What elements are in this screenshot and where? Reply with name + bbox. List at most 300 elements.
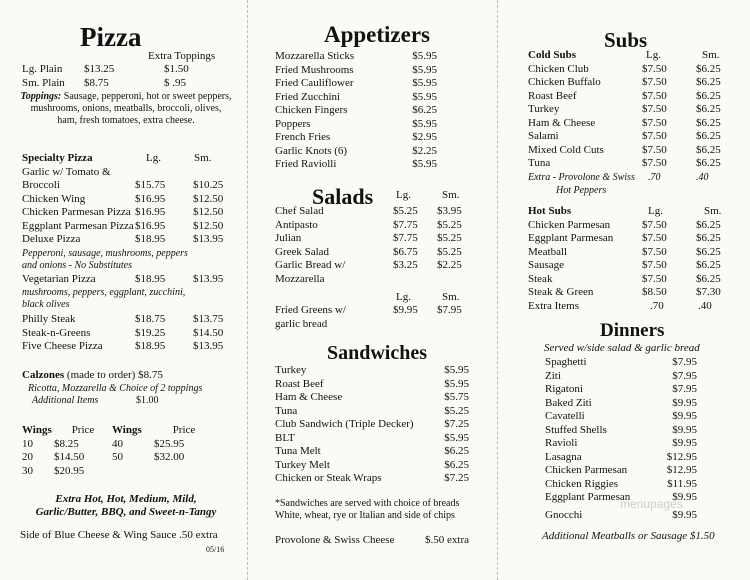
salad-row <box>275 232 469 246</box>
item-name: Eggplant Parmesan Pizza <box>22 219 134 232</box>
salad-row <box>275 246 469 260</box>
dinner-row <box>545 370 697 384</box>
salad-row <box>275 219 469 233</box>
price-lg: $7.50 <box>642 130 667 142</box>
hot-subs-list <box>528 205 728 313</box>
price-sm: $7.95 <box>437 304 462 316</box>
item-price: $5.25 <box>444 404 469 417</box>
wings-header: Wings <box>22 424 52 436</box>
deluxe-note: Pepperoni, sausage, mushrooms, peppers and onions - No Substitutes <box>22 247 188 271</box>
specialty-row <box>22 166 232 180</box>
price-sm: $6.25 <box>696 116 721 129</box>
item-name: Vegetarian Pizza <box>22 272 96 285</box>
extra-label: Extra - Provolone & Swiss <box>528 171 635 183</box>
item-price: $12.95 <box>666 450 697 463</box>
wings-count: 10 <box>22 437 33 450</box>
middle-column <box>272 0 482 580</box>
dinners-footer: Additional Meatballs or Sausage $1.50 <box>542 530 715 542</box>
item-name: BLT <box>275 431 295 444</box>
toppings-text: Sausage, pepperoni, hot or sweet peppers, mushrooms, onions, meatballs, broccoli, olives, ham, fresh tomatoes, extra cheese. <box>30 91 232 126</box>
item-name: Philly Steak <box>22 313 76 325</box>
item-name: Chicken Buffalo <box>528 76 601 88</box>
specialty-row <box>22 313 232 327</box>
price-lg: $16.95 <box>135 192 166 205</box>
item-name: Tuna <box>275 404 298 417</box>
dinner-row <box>545 451 697 465</box>
calzones-label: Calzones <box>22 369 65 381</box>
wings-grid <box>22 424 222 478</box>
date-code: 05/16 <box>206 545 225 554</box>
item-name: Chicken Club <box>528 62 589 75</box>
item-price: $2.25 <box>412 144 437 157</box>
item-name: Tuna <box>528 157 551 169</box>
note-line: White, wheat, rye or Italian and side of chips <box>275 510 455 521</box>
item-name: Tuna Melt <box>275 445 321 457</box>
price-sm: $13.95 <box>193 340 224 352</box>
sub-row <box>528 144 728 158</box>
item-price: $5.95 <box>412 90 437 103</box>
price-sm: .40 <box>696 171 709 183</box>
price-sm: $6.25 <box>696 103 721 115</box>
wings-count: 50 <box>112 451 123 463</box>
sandwich-row <box>275 364 469 378</box>
extra-toppings-label: Extra Toppings <box>148 50 216 62</box>
item-price: $5.95 <box>412 50 437 62</box>
pizza-column <box>20 0 232 580</box>
price-lg: $6.75 <box>393 245 418 258</box>
sm-label: Sm. <box>194 152 212 164</box>
price-sm: $5.25 <box>437 232 462 244</box>
sauce-line: Garlic/Butter, BBQ, and Sweet-n-Tangy <box>35 506 217 518</box>
item-name: French Fries <box>275 131 331 143</box>
item-price: $9.95 <box>672 437 697 449</box>
item-name: Fried Mushrooms <box>275 63 354 76</box>
item-name: Steak & Green <box>528 286 594 298</box>
item-price: $5.95 <box>444 431 469 444</box>
calzones-section <box>22 369 232 407</box>
appetizer-row <box>275 158 437 172</box>
sub-row <box>528 157 728 171</box>
appetizer-row <box>275 77 437 91</box>
dinners-title: Dinners <box>600 320 665 341</box>
appetizer-row <box>275 118 437 132</box>
wings-price <box>154 465 214 479</box>
price-sm: $6.25 <box>696 157 721 169</box>
plain-price: $13.25 <box>84 63 115 75</box>
sandwich-row <box>275 459 469 473</box>
price-lg: $18.95 <box>135 272 166 285</box>
item-price: $9.95 <box>672 410 697 422</box>
item-price: $6.25 <box>444 445 469 457</box>
item-name: Chicken Fingers <box>275 104 348 116</box>
item-name: Rigatoni <box>545 383 583 395</box>
price-lg: $7.50 <box>642 89 667 102</box>
item-name: Mozzarella <box>275 272 325 285</box>
wings-count: 20 <box>22 451 33 463</box>
item-name: Chicken or Steak Wraps <box>275 472 382 484</box>
item-name: Ravioli <box>545 437 578 449</box>
item-name: Greek Salad <box>275 245 330 258</box>
item-name: Broccoli <box>22 179 60 191</box>
sub-extra-row <box>528 171 728 184</box>
item-price: $5.95 <box>412 117 437 130</box>
sauce-options <box>20 493 232 519</box>
item-name: Eggplant Parmesan <box>528 232 614 244</box>
lg-label: Lg. <box>646 49 661 61</box>
dinner-row <box>545 437 697 451</box>
item-name: Poppers <box>275 117 311 130</box>
fried-greens <box>275 304 469 331</box>
sub-row <box>528 259 728 273</box>
price-sm: $6.25 <box>696 218 721 231</box>
price-lg: $16.95 <box>135 206 166 218</box>
cold-subs-list <box>528 49 728 197</box>
item-name: Chicken Wing <box>22 192 86 205</box>
appetizer-row <box>275 131 437 145</box>
item-name: Five Cheese Pizza <box>22 340 103 352</box>
sandwich-note <box>275 498 485 522</box>
sub-extra-line2: Hot Peppers <box>556 184 607 196</box>
salad-row <box>275 304 469 318</box>
price-sm: $2.25 <box>437 259 462 271</box>
sub-row <box>528 273 728 287</box>
dinners-subtitle: Served w/side salad & garlic bread <box>544 342 700 354</box>
dinner-row <box>545 356 697 370</box>
sm-label: Sm. <box>702 49 720 61</box>
salads-sm-label: Sm. <box>442 189 460 201</box>
price-lg: $15.75 <box>135 179 166 191</box>
specialty-row <box>22 179 232 193</box>
item-price: $9.95 <box>672 423 697 436</box>
item-price: $5.95 <box>444 377 469 390</box>
price-lg: $18.95 <box>135 233 166 245</box>
sandwich-row <box>275 432 469 446</box>
additional-items-price: $1.00 <box>136 394 159 406</box>
wings-price: $32.00 <box>154 451 185 463</box>
item-name: Lasagna <box>545 450 582 463</box>
specialty-pizza-list <box>22 152 232 354</box>
price-sm: $6.25 <box>696 89 721 102</box>
item-price: $5.75 <box>444 391 469 403</box>
hot-subs-header <box>528 205 728 219</box>
item-name: Antipasto <box>275 218 318 231</box>
item-name: Ham & Cheese <box>275 391 343 403</box>
lg-label: Lg. <box>648 205 663 217</box>
price-sm: $3.95 <box>437 205 462 217</box>
price-sm: $12.50 <box>193 219 224 232</box>
item-name: Steak-n-Greens <box>22 326 91 339</box>
item-name: Sausage <box>528 259 565 271</box>
item-price: $7.25 <box>444 472 469 484</box>
item-name: Roast Beef <box>528 89 577 102</box>
cold-subs-label: Cold Subs <box>528 49 577 61</box>
price-lg: $18.95 <box>135 340 166 352</box>
hot-subs-label: Hot Subs <box>528 205 572 217</box>
sauce-line: Extra Hot, Hot, Medium, Mild, <box>55 493 197 505</box>
item-name: Garlic Bread w/ <box>275 259 346 271</box>
specialty-label: Specialty Pizza <box>22 152 93 164</box>
price-lg: $7.50 <box>642 76 667 88</box>
item-name: Chicken Parmesan <box>545 464 628 476</box>
item-name: Steak <box>528 272 553 285</box>
price-sm: $13.75 <box>193 313 224 325</box>
item-price: $12.95 <box>666 464 697 476</box>
plain-extra-price: $1.50 <box>164 63 189 75</box>
price-lg: $7.50 <box>642 245 667 258</box>
calzones-made: (made to order) <box>66 369 136 381</box>
price-lg: $7.50 <box>642 157 667 169</box>
appetizer-row <box>275 64 437 78</box>
item-name: Baked Ziti <box>545 396 592 409</box>
item-price: $7.95 <box>672 383 697 395</box>
price-sm: $14.50 <box>193 326 224 339</box>
wings-price: $14.50 <box>54 451 85 463</box>
plain-name: Sm. Plain <box>22 76 65 89</box>
item-price: $5.95 <box>444 364 469 376</box>
item-name: Gnocchi <box>545 508 583 521</box>
item-name: Julian <box>275 232 302 244</box>
provolone-row <box>275 534 469 548</box>
price-sm: $13.95 <box>193 272 224 285</box>
item-price: $7.25 <box>444 418 469 430</box>
item-name: Fried Zucchini <box>275 90 341 103</box>
price-header: Price <box>172 424 196 436</box>
price-lg: $7.50 <box>642 272 667 285</box>
item-name: Chicken Parmesan <box>528 218 611 231</box>
price-lg: $7.75 <box>393 218 418 231</box>
price-sm: $6.25 <box>696 259 721 271</box>
side-note: Side of Blue Cheese & Wing Sauce .50 extra <box>20 529 218 541</box>
sandwich-row <box>275 391 469 405</box>
wings-count: 30 <box>22 464 33 477</box>
specialty-row <box>22 327 232 341</box>
price-sm: $7.30 <box>696 286 721 298</box>
price-sm: $6.25 <box>696 62 721 75</box>
dinner-row <box>545 397 697 411</box>
item-price: $6.25 <box>412 104 437 116</box>
price-sm: $6.25 <box>696 130 721 142</box>
plain-price: $8.75 <box>84 76 109 89</box>
dinner-row <box>545 410 697 424</box>
dinner-row <box>545 464 697 478</box>
vegetarian-note: mushrooms, peppers, eggplant, zucchini, black olives <box>22 287 186 310</box>
right-column <box>528 0 728 580</box>
wings-count: 40 <box>112 437 123 450</box>
price-sm: $13.95 <box>193 233 224 245</box>
salad-row <box>275 205 469 219</box>
price-sm: $6.25 <box>696 272 721 285</box>
item-price: $5.95 <box>412 77 437 89</box>
wings-table <box>22 424 222 478</box>
item-price: $5.95 <box>412 63 437 76</box>
item-name: Meatball <box>528 245 568 258</box>
plain-pizza-list <box>22 63 192 90</box>
note-line: *Sandwiches are served with choice of breads <box>275 498 460 509</box>
item-name: Ziti <box>545 369 561 382</box>
item-name: Spaghetti <box>545 356 587 368</box>
appetizer-row <box>275 91 437 105</box>
sub-row <box>528 286 728 300</box>
dinner-row <box>545 383 697 397</box>
specialty-header <box>22 152 232 166</box>
item-price: $9.95 <box>672 508 697 521</box>
sub-row <box>528 300 728 314</box>
sub-row <box>528 63 728 77</box>
item-price: $7.95 <box>672 369 697 382</box>
toppings-note <box>20 91 232 127</box>
item-price: $7.95 <box>672 356 697 368</box>
plain-row-lg <box>22 63 192 77</box>
fold-line-right <box>497 0 500 580</box>
salads-title: Salads <box>312 184 374 209</box>
calzones-row <box>22 369 232 383</box>
appetizer-row <box>275 104 437 118</box>
price-lg: $19.25 <box>135 326 166 339</box>
item-name: Fried Raviolli <box>275 158 337 170</box>
item-name: Cavatelli <box>545 410 585 422</box>
item-name: Stuffed Shells <box>545 423 607 436</box>
price-lg: $7.50 <box>642 232 667 244</box>
specialty-row <box>22 220 232 234</box>
plain-name: Lg. Plain <box>22 63 63 75</box>
item-name: Roast Beef <box>275 377 324 390</box>
item-price: $9.95 <box>672 396 697 409</box>
price-lg: $18.75 <box>135 313 166 325</box>
price-sm: $12.50 <box>193 192 224 205</box>
specialty-row <box>22 193 232 207</box>
appetizer-row <box>275 50 437 64</box>
item-name: Salami <box>528 130 559 142</box>
item-name: Eggplant Parmesan <box>545 491 631 503</box>
item-price: $.50 extra <box>425 534 469 546</box>
price-header: Price <box>71 424 95 436</box>
price-sm: $10.25 <box>193 179 224 191</box>
price-lg: .70 <box>648 171 661 183</box>
price-sm: $6.25 <box>696 245 721 258</box>
price-lg: $7.75 <box>393 232 418 244</box>
price-lg: $7.50 <box>642 218 667 231</box>
sub-row <box>528 103 728 117</box>
item-price: $2.95 <box>412 131 437 143</box>
watermark: menupages <box>620 497 683 511</box>
dinner-row <box>545 424 697 438</box>
price-lg: $7.50 <box>642 143 667 156</box>
price-lg: $7.50 <box>642 62 667 75</box>
fried-greens-sm-label: Sm. <box>442 291 460 303</box>
plain-extra-price: $ .95 <box>164 76 186 89</box>
sub-row <box>528 76 728 90</box>
sandwich-row <box>275 378 469 392</box>
price-sm: $6.25 <box>696 143 721 156</box>
sub-row <box>528 130 728 144</box>
sandwiches-list <box>275 364 469 486</box>
item-name: Turkey Melt <box>275 458 330 471</box>
item-name: Chicken Parmesan Pizza <box>22 206 131 218</box>
item-name: Garlic w/ Tomato & <box>22 165 111 178</box>
price-lg: $16.95 <box>135 219 166 232</box>
item-name: Provolone & Swiss Cheese <box>275 534 395 546</box>
calzones-note: Ricotta, Mozzarella & Choice of 2 toppings <box>28 382 203 394</box>
calzones-price: $8.75 <box>138 369 163 381</box>
item-name: Ham & Cheese <box>528 116 596 129</box>
price-lg: $7.50 <box>642 103 667 115</box>
price-lg: $9.95 <box>393 304 418 316</box>
lg-label: Lg. <box>146 152 161 164</box>
wings-price: $25.95 <box>154 437 185 450</box>
wings-count <box>112 465 154 479</box>
plain-row-sm <box>22 77 192 91</box>
sub-row <box>528 117 728 131</box>
item-name: Fried Greens w/ <box>275 304 346 316</box>
price-lg: .70 <box>650 299 664 312</box>
sandwich-row <box>275 445 469 459</box>
item-name: Fried Cauliflower <box>275 77 354 89</box>
price-sm: .40 <box>698 299 712 312</box>
pizza-title: Pizza <box>80 22 142 52</box>
sandwich-row <box>275 405 469 419</box>
item-name: Chef Salad <box>275 205 324 217</box>
salad-row <box>275 273 469 287</box>
sm-label: Sm. <box>704 205 722 217</box>
sub-row <box>528 246 728 260</box>
price-sm: $12.50 <box>193 206 224 218</box>
item-name: Club Sandwich (Triple Decker) <box>275 418 414 430</box>
item-name: Turkey <box>528 103 560 115</box>
salads-lg-label: Lg. <box>396 189 411 201</box>
price-sm: $5.25 <box>437 245 462 258</box>
item-price: $5.95 <box>412 158 437 170</box>
price-sm: $6.25 <box>696 76 721 88</box>
item-name: Deluxe Pizza <box>22 233 81 245</box>
wings-header: Wings <box>112 424 142 436</box>
fried-greens-lg-label: Lg. <box>396 291 411 303</box>
wings-price: $8.25 <box>54 437 79 450</box>
item-price: $9.95 <box>672 491 697 503</box>
appetizer-row <box>275 145 437 159</box>
sandwich-row <box>275 418 469 432</box>
specialty-row <box>22 206 232 220</box>
item-name: Garlic Knots (6) <box>275 144 348 157</box>
sub-row <box>528 232 728 246</box>
wings-price: $20.95 <box>54 464 85 477</box>
price-sm: $6.25 <box>696 232 721 244</box>
sub-row <box>528 90 728 104</box>
item-name: Extra Items <box>528 299 580 312</box>
item-name: Mozzarella Sticks <box>275 50 355 62</box>
cold-subs-header <box>528 49 728 63</box>
specialty-row <box>22 273 232 287</box>
salads-list <box>275 205 469 286</box>
item-name: Mixed Cold Cuts <box>528 143 604 156</box>
sub-row <box>528 219 728 233</box>
dinner-row <box>545 478 697 492</box>
additional-items-label: Additional Items <box>32 394 99 406</box>
specialty-row <box>22 340 232 354</box>
price-lg: $7.50 <box>642 116 667 129</box>
price-lg: $3.25 <box>393 259 418 271</box>
item-name: Turkey <box>275 364 307 376</box>
price-lg: $8.50 <box>642 286 667 298</box>
specialty-row <box>22 233 232 247</box>
sandwich-row <box>275 472 469 486</box>
sandwiches-title: Sandwiches <box>326 342 428 364</box>
appetizers-title: Appetizers <box>323 22 431 47</box>
price-sm: $5.25 <box>437 218 462 231</box>
item-name: Chicken Riggies <box>545 477 619 490</box>
appetizers-list <box>275 50 437 172</box>
toppings-label: Toppings: <box>20 91 62 102</box>
item-price: $6.25 <box>444 458 469 471</box>
